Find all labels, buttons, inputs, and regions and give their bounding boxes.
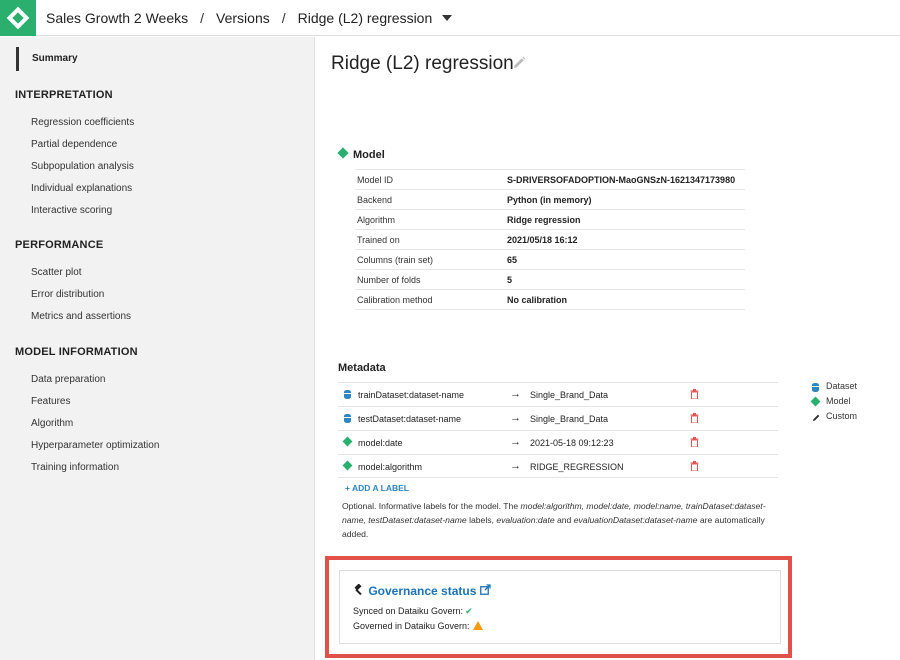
arrow-right-icon: → <box>510 388 521 400</box>
database-icon <box>812 383 819 392</box>
trash-icon[interactable] <box>690 413 699 423</box>
help-text-italic: evaluationDataset:dataset-name <box>573 515 698 525</box>
gavel-icon <box>353 584 365 596</box>
metadata-row <box>338 430 778 454</box>
metadata-key[interactable]: trainDataset:dataset-name <box>358 390 465 400</box>
metadata-key[interactable]: testDataset:dataset-name <box>358 414 462 424</box>
sidebar-section-interpretation: INTERPRETATION <box>15 89 113 101</box>
pencil-icon <box>812 413 821 422</box>
external-link-icon[interactable] <box>480 584 491 595</box>
arrow-right-icon: → <box>510 460 521 472</box>
governance-status-heading <box>353 584 491 598</box>
synced-status <box>353 606 473 617</box>
legend-item <box>811 381 857 396</box>
breadcrumb-current[interactable]: Ridge (L2) regression <box>297 10 433 27</box>
help-text-part: Optional. Informative labels for the model. The <box>342 501 521 511</box>
breadcrumb-separator: / <box>281 10 286 27</box>
breadcrumb <box>46 9 452 26</box>
model-value: 2021/05/18 16:12 <box>505 230 745 250</box>
model-value: Ridge regression <box>505 210 745 230</box>
metadata-help-text <box>342 499 782 541</box>
sidebar-item-summary[interactable]: Summary <box>16 47 78 71</box>
breadcrumb-versions[interactable]: Versions <box>216 10 270 27</box>
model-key: Calibration method <box>355 290 505 310</box>
model-key: Backend <box>355 190 505 210</box>
governed-status-label: Governed in Dataiku Govern: <box>353 621 470 631</box>
help-text-part: labels, <box>466 515 497 525</box>
page-title: Ridge (L2) regression <box>331 53 514 74</box>
sidebar-item-hyperparameter-optimization[interactable]: Hyperparameter optimization <box>31 440 160 451</box>
governance-status-link[interactable]: Governance status <box>368 584 477 598</box>
model-key: Model ID <box>355 170 505 190</box>
model-value: No calibration <box>505 290 745 310</box>
metadata-value[interactable]: RIDGE_REGRESSION <box>530 462 624 472</box>
add-label-button[interactable]: + ADD A LABEL <box>345 483 409 493</box>
metadata-heading: Metadata <box>338 362 386 374</box>
sidebar-item-metrics-and-assertions[interactable]: Metrics and assertions <box>31 311 132 322</box>
table-row <box>355 270 745 290</box>
sidebar-item-error-distribution[interactable]: Error distribution <box>31 289 105 300</box>
model-key: Algorithm <box>355 210 505 230</box>
sidebar-item-training-information[interactable]: Training information <box>31 462 120 473</box>
governance-highlight-box <box>325 556 792 658</box>
sidebar-item-interactive-scoring[interactable]: Interactive scoring <box>31 205 113 216</box>
table-row <box>355 170 745 190</box>
trash-icon[interactable] <box>690 389 699 399</box>
table-row <box>355 230 745 250</box>
legend-label: Model <box>826 396 851 406</box>
model-diamond-icon <box>343 437 353 447</box>
arrow-right-icon: → <box>510 412 521 424</box>
help-text-italic: evaluation:date <box>496 515 555 525</box>
metadata-value[interactable]: 2021-05-18 09:12:23 <box>530 438 614 448</box>
trash-icon[interactable] <box>690 461 699 471</box>
check-icon: ✔ <box>465 606 473 616</box>
legend-label: Custom <box>826 411 858 421</box>
legend-item <box>811 411 857 426</box>
main-content <box>314 37 900 660</box>
top-bar <box>0 0 900 36</box>
breadcrumb-project[interactable]: Sales Growth 2 Weeks <box>46 10 189 27</box>
sidebar-item-individual-explanations[interactable]: Individual explanations <box>31 183 133 194</box>
metadata-value[interactable]: Single_Brand_Data <box>530 390 609 400</box>
dataiku-logo-icon[interactable] <box>0 0 36 36</box>
metadata-table <box>338 382 778 478</box>
metadata-key[interactable]: model:date <box>358 438 403 448</box>
table-row <box>355 190 745 210</box>
metadata-row <box>338 454 778 478</box>
help-text-part: and <box>554 515 574 525</box>
help-text-italic: trainDataset:dataset-name, testDataset:dataset-name <box>342 501 766 525</box>
sidebar-item-regression-coefficients[interactable]: Regression coefficients <box>31 117 135 128</box>
warning-icon <box>473 621 483 630</box>
governed-status <box>353 621 483 631</box>
synced-status-label: Synced on Dataiku Govern: <box>353 606 464 616</box>
sidebar-item-features[interactable]: Features <box>31 396 71 407</box>
metadata-row <box>338 406 778 430</box>
metadata-row <box>338 382 778 406</box>
trash-icon[interactable] <box>690 437 699 447</box>
metadata-legend <box>811 381 857 426</box>
model-value: 65 <box>505 250 745 270</box>
sidebar-item-partial-dependence[interactable]: Partial dependence <box>31 139 118 150</box>
sidebar-item-algorithm[interactable]: Algorithm <box>31 418 74 429</box>
breadcrumb-separator: / <box>200 10 205 27</box>
model-heading <box>339 149 385 161</box>
model-diamond-icon <box>811 397 821 407</box>
model-key: Number of folds <box>355 270 505 290</box>
legend-label: Dataset <box>826 381 858 391</box>
sidebar-section-performance: PERFORMANCE <box>15 239 104 251</box>
table-row <box>355 210 745 230</box>
model-value: 5 <box>505 270 745 290</box>
model-diamond-icon <box>337 147 348 158</box>
model-value: Python (in memory) <box>505 190 745 210</box>
sidebar-item-data-preparation[interactable]: Data preparation <box>31 374 106 385</box>
table-row <box>355 290 745 310</box>
metadata-value[interactable]: Single_Brand_Data <box>530 414 609 424</box>
legend-item <box>811 396 857 411</box>
model-heading-label: Model <box>353 149 385 161</box>
help-text-italic: model:algorithm, model:date, model:name, <box>520 501 684 511</box>
model-key: Columns (train set) <box>355 250 505 270</box>
help-text-part: are automatically added. <box>342 515 765 539</box>
metadata-key[interactable]: model:algorithm <box>358 462 423 472</box>
sidebar-section-model-information: MODEL INFORMATION <box>15 346 138 358</box>
governance-status-panel <box>339 570 781 644</box>
model-key: Trained on <box>355 230 505 250</box>
model-value: S-DRIVERSOFADOPTION-MaoGNSzN-1621347173980 <box>505 170 745 190</box>
database-icon <box>344 414 351 423</box>
chevron-down-icon[interactable] <box>442 15 452 21</box>
sidebar-item-scatter-plot[interactable]: Scatter plot <box>31 267 82 278</box>
arrow-right-icon: → <box>510 436 521 448</box>
table-row <box>355 250 745 270</box>
model-diamond-icon <box>343 461 353 471</box>
sidebar-item-subpopulation-analysis[interactable]: Subpopulation analysis <box>31 161 134 172</box>
sidebar <box>0 37 314 660</box>
database-icon <box>344 390 351 399</box>
model-details-table <box>355 169 745 310</box>
edit-pencil-icon[interactable] <box>511 55 527 71</box>
